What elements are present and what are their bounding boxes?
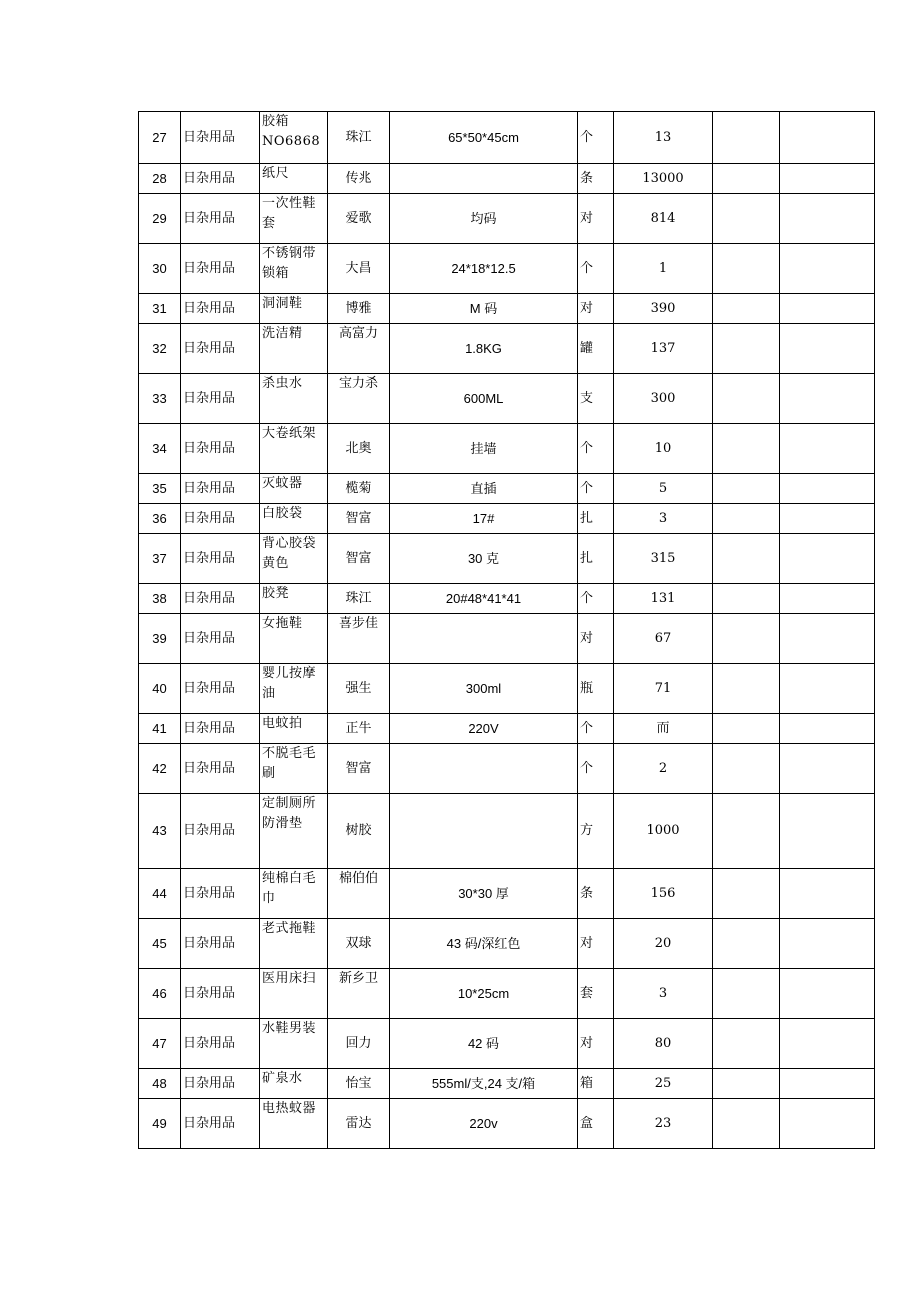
item-name-cell: 电热蚊器: [260, 1099, 328, 1149]
quantity-cell: 80: [614, 1019, 713, 1069]
brand-cell: 宝力杀: [328, 374, 390, 424]
unit-cell: 支: [578, 374, 614, 424]
category-cell: 日杂用品: [181, 714, 260, 744]
blank-cell: [780, 744, 875, 794]
category-cell: 日杂用品: [181, 504, 260, 534]
quantity-cell: 1000: [614, 794, 713, 869]
blank-cell: [780, 614, 875, 664]
brand-cell: 双球: [328, 919, 390, 969]
blank-cell: [780, 1019, 875, 1069]
spec-cell: 10*25cm: [390, 969, 578, 1019]
brand-cell: 传兆: [328, 164, 390, 194]
unit-cell: 个: [578, 112, 614, 164]
row-number: 45: [139, 919, 181, 969]
unit-cell: 盒: [578, 1099, 614, 1149]
unit-cell: 个: [578, 244, 614, 294]
unit-cell: 个: [578, 424, 614, 474]
blank-cell: [780, 584, 875, 614]
unit-cell: 瓶: [578, 664, 614, 714]
spec-cell: 直插: [390, 474, 578, 504]
item-name-cell: 洞洞鞋: [260, 294, 328, 324]
unit-cell: 套: [578, 969, 614, 1019]
spec-cell: 220V: [390, 714, 578, 744]
brand-cell: 北奥: [328, 424, 390, 474]
table-row: [139, 869, 875, 919]
row-number: 41: [139, 714, 181, 744]
unit-cell: 罐: [578, 324, 614, 374]
item-name-cell: 杀虫水: [260, 374, 328, 424]
blank-cell: [713, 919, 780, 969]
table-row: [139, 194, 875, 244]
spec-cell: 600ML: [390, 374, 578, 424]
brand-cell: 榄菊: [328, 474, 390, 504]
blank-cell: [713, 324, 780, 374]
spec-cell: 挂墙: [390, 424, 578, 474]
blank-cell: [713, 744, 780, 794]
quantity-cell: 25: [614, 1069, 713, 1099]
blank-cell: [713, 664, 780, 714]
category-cell: 日杂用品: [181, 869, 260, 919]
brand-cell: 智富: [328, 744, 390, 794]
item-name-cell: 老式拖鞋: [260, 919, 328, 969]
blank-cell: [713, 194, 780, 244]
category-cell: 日杂用品: [181, 324, 260, 374]
table-row: [139, 164, 875, 194]
quantity-cell: 131: [614, 584, 713, 614]
blank-cell: [713, 534, 780, 584]
item-name-cell: 婴儿按摩油: [260, 664, 328, 714]
blank-cell: [713, 112, 780, 164]
category-cell: 日杂用品: [181, 1019, 260, 1069]
row-number: 43: [139, 794, 181, 869]
item-name-cell: 矿泉水: [260, 1069, 328, 1099]
row-number: 42: [139, 744, 181, 794]
blank-cell: [780, 794, 875, 869]
item-name-cell: 定制厕所防滑垫: [260, 794, 328, 869]
blank-cell: [780, 1069, 875, 1099]
brand-cell: 珠江: [328, 584, 390, 614]
quantity-cell: 156: [614, 869, 713, 919]
item-name-cell: 白胶袋: [260, 504, 328, 534]
blank-cell: [780, 244, 875, 294]
blank-cell: [713, 794, 780, 869]
item-name-cell: 灭蚊器: [260, 474, 328, 504]
category-cell: 日杂用品: [181, 424, 260, 474]
blank-cell: [713, 614, 780, 664]
blank-cell: [780, 534, 875, 584]
table-row: [139, 794, 875, 869]
quantity-cell: 3: [614, 969, 713, 1019]
blank-cell: [713, 504, 780, 534]
table-row: [139, 584, 875, 614]
quantity-cell: 10: [614, 424, 713, 474]
quantity-cell: 814: [614, 194, 713, 244]
table-row: [139, 664, 875, 714]
unit-cell: 个: [578, 474, 614, 504]
row-number: 32: [139, 324, 181, 374]
quantity-cell: 13000: [614, 164, 713, 194]
quantity-cell: 3: [614, 504, 713, 534]
blank-cell: [780, 424, 875, 474]
table-row: [139, 714, 875, 744]
row-number: 47: [139, 1019, 181, 1069]
item-name-cell: 洗洁精: [260, 324, 328, 374]
item-name-cell: 纸尺: [260, 164, 328, 194]
table-row: [139, 1019, 875, 1069]
unit-cell: 方: [578, 794, 614, 869]
unit-cell: 扎: [578, 504, 614, 534]
category-cell: 日杂用品: [181, 664, 260, 714]
brand-cell: 喜步佳: [328, 614, 390, 664]
item-name-cell: 水鞋男装: [260, 1019, 328, 1069]
spec-cell: 555ml/支,24 支/箱: [390, 1069, 578, 1099]
spec-cell: [390, 614, 578, 664]
blank-cell: [780, 919, 875, 969]
category-cell: 日杂用品: [181, 1099, 260, 1149]
quantity-cell: 300: [614, 374, 713, 424]
row-number: 29: [139, 194, 181, 244]
spec-cell: [390, 744, 578, 794]
spec-cell: 20#48*41*41: [390, 584, 578, 614]
blank-cell: [713, 294, 780, 324]
row-number: 27: [139, 112, 181, 164]
brand-cell: 大昌: [328, 244, 390, 294]
row-number: 33: [139, 374, 181, 424]
brand-cell: 博雅: [328, 294, 390, 324]
brand-cell: 智富: [328, 504, 390, 534]
spec-cell: M 码: [390, 294, 578, 324]
unit-cell: 箱: [578, 1069, 614, 1099]
row-number: 31: [139, 294, 181, 324]
blank-cell: [713, 1069, 780, 1099]
brand-cell: 珠江: [328, 112, 390, 164]
brand-cell: 雷达: [328, 1099, 390, 1149]
category-cell: 日杂用品: [181, 614, 260, 664]
blank-cell: [713, 584, 780, 614]
brand-cell: 棉伯伯: [328, 869, 390, 919]
table-row: [139, 504, 875, 534]
blank-cell: [780, 194, 875, 244]
spec-cell: 1.8KG: [390, 324, 578, 374]
category-cell: 日杂用品: [181, 374, 260, 424]
table-row: [139, 294, 875, 324]
blank-cell: [713, 1019, 780, 1069]
row-number: 37: [139, 534, 181, 584]
blank-cell: [780, 969, 875, 1019]
category-cell: 日杂用品: [181, 969, 260, 1019]
brand-cell: 树胶: [328, 794, 390, 869]
blank-cell: [713, 714, 780, 744]
table-body: [139, 112, 875, 1149]
quantity-cell: 5: [614, 474, 713, 504]
spec-cell: 17#: [390, 504, 578, 534]
blank-cell: [713, 374, 780, 424]
blank-cell: [780, 374, 875, 424]
table-row: [139, 324, 875, 374]
row-number: 44: [139, 869, 181, 919]
quantity-cell: 1: [614, 244, 713, 294]
blank-cell: [780, 324, 875, 374]
quantity-cell: 2: [614, 744, 713, 794]
item-name-cell: 背心胶袋黄色: [260, 534, 328, 584]
spec-cell: 24*18*12.5: [390, 244, 578, 294]
category-cell: 日杂用品: [181, 112, 260, 164]
spec-cell: 300ml: [390, 664, 578, 714]
unit-cell: 对: [578, 919, 614, 969]
brand-cell: 正牛: [328, 714, 390, 744]
brand-cell: 高富力: [328, 324, 390, 374]
quantity-cell: 315: [614, 534, 713, 584]
category-cell: 日杂用品: [181, 294, 260, 324]
unit-cell: 个: [578, 744, 614, 794]
blank-cell: [713, 164, 780, 194]
blank-cell: [713, 474, 780, 504]
blank-cell: [780, 504, 875, 534]
unit-cell: 对: [578, 294, 614, 324]
category-cell: 日杂用品: [181, 164, 260, 194]
quantity-cell: 13: [614, 112, 713, 164]
unit-cell: 对: [578, 194, 614, 244]
quantity-cell: 390: [614, 294, 713, 324]
blank-cell: [713, 1099, 780, 1149]
item-name-cell: 胶凳: [260, 584, 328, 614]
unit-cell: 条: [578, 164, 614, 194]
blank-cell: [780, 869, 875, 919]
blank-cell: [780, 164, 875, 194]
unit-cell: 条: [578, 869, 614, 919]
spec-cell: 30 克: [390, 534, 578, 584]
category-cell: 日杂用品: [181, 1069, 260, 1099]
spec-cell: 30*30 厚: [390, 869, 578, 919]
spec-cell: 43 码/深红色: [390, 919, 578, 969]
category-cell: 日杂用品: [181, 744, 260, 794]
brand-cell: 强生: [328, 664, 390, 714]
table-row: [139, 919, 875, 969]
item-name-cell: 纯棉白毛巾: [260, 869, 328, 919]
spec-cell: 65*50*45cm: [390, 112, 578, 164]
blank-cell: [713, 869, 780, 919]
table-row: [139, 112, 875, 164]
spec-cell: [390, 794, 578, 869]
blank-cell: [780, 1099, 875, 1149]
blank-cell: [780, 474, 875, 504]
category-cell: 日杂用品: [181, 244, 260, 294]
brand-cell: 爱歌: [328, 194, 390, 244]
blank-cell: [780, 294, 875, 324]
row-number: 34: [139, 424, 181, 474]
unit-cell: 对: [578, 614, 614, 664]
row-number: 36: [139, 504, 181, 534]
blank-cell: [713, 244, 780, 294]
table-row: [139, 969, 875, 1019]
table-row: [139, 374, 875, 424]
category-cell: 日杂用品: [181, 534, 260, 584]
category-cell: 日杂用品: [181, 584, 260, 614]
quantity-cell: 67: [614, 614, 713, 664]
item-name-cell: 大卷纸架: [260, 424, 328, 474]
row-number: 48: [139, 1069, 181, 1099]
blank-cell: [780, 112, 875, 164]
table-row: [139, 744, 875, 794]
item-name-cell: 电蚊拍: [260, 714, 328, 744]
table-row: [139, 244, 875, 294]
table-row: [139, 474, 875, 504]
category-cell: 日杂用品: [181, 194, 260, 244]
category-cell: 日杂用品: [181, 919, 260, 969]
spec-cell: 42 码: [390, 1019, 578, 1069]
row-number: 35: [139, 474, 181, 504]
item-name-cell: 一次性鞋套: [260, 194, 328, 244]
blank-cell: [780, 714, 875, 744]
item-name-cell: 胶箱 NO6868: [260, 112, 328, 164]
unit-cell: 对: [578, 1019, 614, 1069]
table-row: [139, 1069, 875, 1099]
category-cell: 日杂用品: [181, 474, 260, 504]
unit-cell: 个: [578, 584, 614, 614]
table-row: [139, 614, 875, 664]
quantity-cell: 而: [614, 714, 713, 744]
table-row: [139, 424, 875, 474]
item-name-cell: 不锈钢带锁箱: [260, 244, 328, 294]
category-cell: 日杂用品: [181, 794, 260, 869]
table-row: [139, 534, 875, 584]
row-number: 38: [139, 584, 181, 614]
table-row: [139, 1099, 875, 1149]
quantity-cell: 20: [614, 919, 713, 969]
row-number: 28: [139, 164, 181, 194]
item-name-cell: 医用床扫: [260, 969, 328, 1019]
brand-cell: 新乡卫: [328, 969, 390, 1019]
spec-cell: [390, 164, 578, 194]
brand-cell: 怡宝: [328, 1069, 390, 1099]
quantity-cell: 137: [614, 324, 713, 374]
row-number: 46: [139, 969, 181, 1019]
blank-cell: [780, 664, 875, 714]
item-name-cell: 不脱毛毛刷: [260, 744, 328, 794]
unit-cell: 扎: [578, 534, 614, 584]
spec-cell: 220v: [390, 1099, 578, 1149]
quantity-cell: 23: [614, 1099, 713, 1149]
supplies-table: [138, 111, 875, 1149]
quantity-cell: 71: [614, 664, 713, 714]
item-name-cell: 女拖鞋: [260, 614, 328, 664]
spec-cell: 均码: [390, 194, 578, 244]
row-number: 49: [139, 1099, 181, 1149]
row-number: 39: [139, 614, 181, 664]
brand-cell: 回力: [328, 1019, 390, 1069]
row-number: 30: [139, 244, 181, 294]
row-number: 40: [139, 664, 181, 714]
blank-cell: [713, 424, 780, 474]
unit-cell: 个: [578, 714, 614, 744]
brand-cell: 智富: [328, 534, 390, 584]
blank-cell: [713, 969, 780, 1019]
